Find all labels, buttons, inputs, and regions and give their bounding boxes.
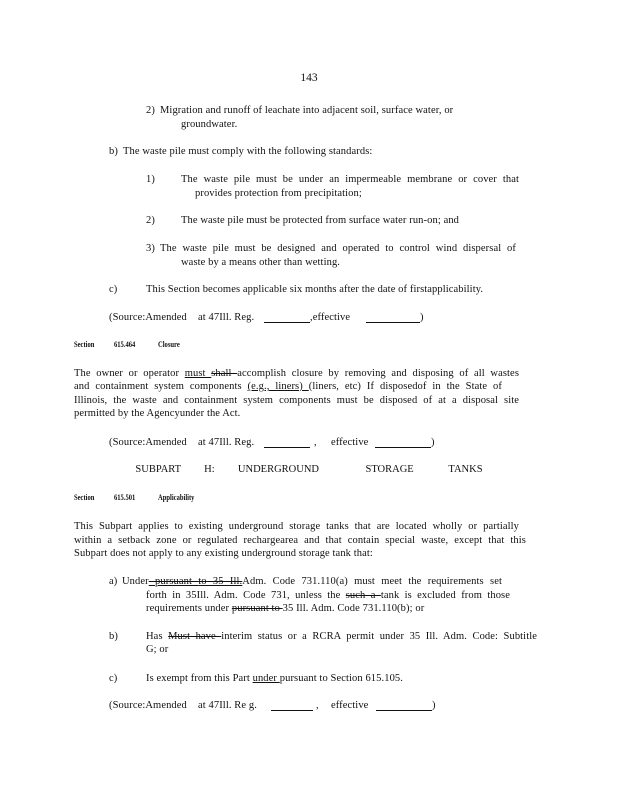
section-title: Closure	[158, 340, 180, 349]
item-label: 1)	[146, 174, 155, 185]
section-number: 615.501	[114, 493, 136, 502]
paragraph-line: Subpart does not apply to any existing underground storage tank that:	[74, 548, 373, 559]
source-close: )	[432, 700, 436, 711]
source-label: (Source:Amended	[109, 312, 187, 323]
source-label: (Source:Amended	[109, 700, 187, 711]
paragraph-line: This Subpart applies to existing underground storage tanks that are located wholly or partially	[74, 521, 519, 532]
item-label: 2)	[146, 215, 155, 226]
paragraph-line: Illinois, the waste and containment system components must be disposed of at a disposal site	[74, 395, 519, 406]
section-title: Applicability	[158, 493, 195, 502]
item-label: b)	[109, 146, 118, 157]
source-effective: effective	[331, 700, 369, 711]
item-label: c)	[109, 673, 118, 684]
item-text: This Section becomes applicable six months after the date of firstapplicability.	[146, 284, 484, 295]
paragraph-line: within a setback zone or regulated rechargearea and that contain special waste, except that this	[74, 535, 526, 546]
item-text: Migration and runoff of leachate into adjacent soil, surface water, or	[160, 105, 454, 116]
section-label: Section	[74, 340, 95, 349]
subpart-heading: SUBPART H: UNDERGROUND STORAGE TANKS	[135, 464, 483, 475]
source-comma: ,	[314, 437, 317, 448]
source-reg: at 47Ill. Re g.	[198, 700, 257, 711]
source-reg: at 47Ill. Reg.	[198, 312, 255, 323]
item-text: The waste pile must comply with the following standards:	[123, 146, 373, 157]
item-label: b)	[109, 631, 118, 642]
source-label: (Source:Amended	[109, 437, 187, 448]
item-text: requirements under pursuant to 35 Ill. Adm. Code 731.110(b); or	[146, 603, 425, 614]
item-text: The waste pile must be under an impermeable membrane or cover that	[181, 174, 519, 185]
section-label: Section	[74, 493, 95, 502]
item-text: waste by a means other than wetting.	[181, 257, 341, 268]
source-comma: ,	[316, 700, 319, 711]
source-reg: at 47Ill. Reg.	[198, 437, 255, 448]
paragraph-line: The owner or operator must shall accomplish closure by removing and disposing of all wastes	[74, 368, 520, 379]
source-effective: effective	[331, 437, 369, 448]
item-text: provides protection from precipitation;	[195, 188, 362, 199]
blank-line	[264, 311, 310, 323]
item-label: 2)	[146, 105, 155, 116]
item-text: Has Must have interim status or a RCRA permit under 35 Ill. Adm. Code: Subtitle	[146, 631, 537, 642]
item-text: forth in 35Ill. Adm. Code 731, unless the such a tank is excluded from those	[146, 590, 511, 601]
item-text: The waste pile must be designed and operated to control wind dispersal of	[160, 243, 516, 254]
item-text: Is exempt from this Part under pursuant to Section 615.105.	[146, 673, 403, 684]
source-close: )	[431, 437, 435, 448]
source-close: )	[420, 312, 424, 323]
paragraph-line: and containment system components (e.g., liners) (liners, etc) If disposedof in the State of	[74, 381, 503, 392]
blank-line	[366, 311, 420, 323]
item-label: c)	[109, 284, 118, 295]
item-text: The waste pile must be protected from surface water run-on; and	[181, 215, 460, 226]
source-effective: ,effective	[310, 312, 351, 323]
item-text: Under pursuant to 35 Ill.Adm. Code 731.110(a) must meet the requirements set	[122, 576, 502, 587]
blank-line	[376, 699, 432, 711]
item-label: 3)	[146, 243, 155, 254]
blank-line	[264, 436, 310, 448]
blank-line	[375, 436, 431, 448]
item-label: a)	[109, 576, 118, 587]
page-number: 143	[300, 72, 318, 84]
paragraph-line: permitted by the Agencyunder the Act.	[74, 408, 241, 419]
item-text: G; or	[146, 644, 169, 655]
item-text: groundwater.	[181, 119, 238, 130]
blank-line	[271, 699, 313, 711]
section-number: 615.464	[114, 340, 136, 349]
